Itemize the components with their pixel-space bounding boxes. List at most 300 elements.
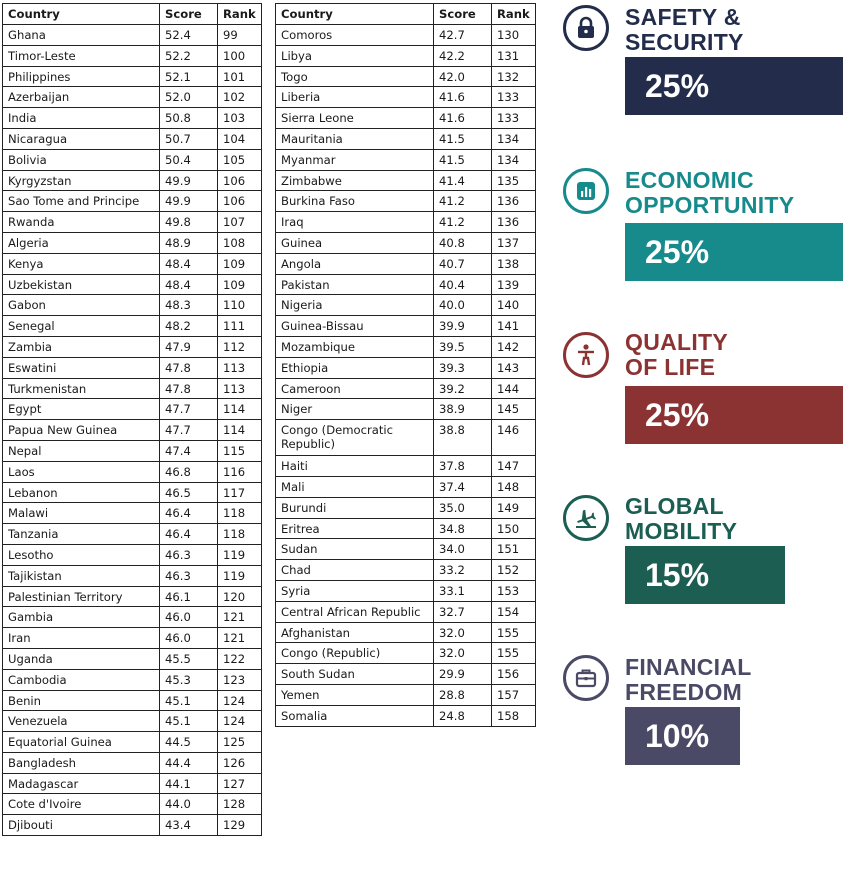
table-row — [276, 684, 536, 705]
score-cell: 50.7 — [160, 128, 218, 149]
table-row — [3, 565, 262, 586]
rank-cell: 136 — [492, 191, 536, 212]
table-row — [276, 497, 536, 518]
rank-cell: 154 — [492, 601, 536, 622]
table-row — [3, 66, 262, 87]
country-cell: Haiti — [276, 456, 434, 477]
table-row — [3, 295, 262, 316]
score-cell: 33.1 — [434, 580, 492, 601]
score-cell: 45.1 — [160, 711, 218, 732]
country-cell: Eswatini — [3, 357, 160, 378]
score-cell: 33.2 — [434, 560, 492, 581]
score-cell: 48.4 — [160, 274, 218, 295]
table-row — [3, 170, 262, 191]
score-cell: 42.7 — [434, 25, 492, 46]
table-row — [3, 752, 262, 773]
table-row — [276, 664, 536, 685]
country-cell: Venezuela — [3, 711, 160, 732]
rank-cell: 146 — [492, 420, 536, 456]
country-cell: Lebanon — [3, 482, 160, 503]
score-cell: 47.7 — [160, 399, 218, 420]
table-row — [3, 440, 262, 461]
rank-cell: 114 — [218, 420, 262, 441]
table-row — [276, 253, 536, 274]
rank-cell: 147 — [492, 456, 536, 477]
rank-cell: 105 — [218, 149, 262, 170]
rank-cell: 145 — [492, 399, 536, 420]
rank-cell: 152 — [492, 560, 536, 581]
rank-cell: 156 — [492, 664, 536, 685]
country-cell: Tajikistan — [3, 565, 160, 586]
rank-cell: 125 — [218, 732, 262, 753]
table-row — [3, 544, 262, 565]
country-cell: Mozambique — [276, 336, 434, 357]
table-row — [276, 476, 536, 497]
score-cell: 41.2 — [434, 212, 492, 233]
country-cell: Rwanda — [3, 212, 160, 233]
rank-cell: 107 — [218, 212, 262, 233]
score-cell: 49.8 — [160, 212, 218, 233]
table-row — [276, 212, 536, 233]
score-cell: 50.8 — [160, 108, 218, 129]
table-row — [276, 66, 536, 87]
table-row — [3, 607, 262, 628]
country-cell: Guinea — [276, 232, 434, 253]
country-cell: Kyrgyzstan — [3, 170, 160, 191]
table-row — [276, 191, 536, 212]
table-row — [276, 232, 536, 253]
rank-cell: 132 — [492, 66, 536, 87]
score-cell: 46.0 — [160, 607, 218, 628]
table-row — [3, 87, 262, 108]
rank-cell: 99 — [218, 25, 262, 46]
rank-cell: 133 — [492, 108, 536, 129]
table-row — [3, 648, 262, 669]
country-cell: Cote d'Ivoire — [3, 794, 160, 815]
country-cell: Congo (Republic) — [276, 643, 434, 664]
country-cell: Somalia — [276, 705, 434, 726]
table-row — [3, 503, 262, 524]
rank-cell: 121 — [218, 628, 262, 649]
country-cell: Nigeria — [276, 295, 434, 316]
ranking-table-left — [2, 3, 262, 836]
table-row — [276, 108, 536, 129]
rank-cell: 130 — [492, 25, 536, 46]
rank-cell: 137 — [492, 232, 536, 253]
rank-cell: 109 — [218, 274, 262, 295]
rank-cell: 138 — [492, 253, 536, 274]
score-cell: 47.8 — [160, 378, 218, 399]
country-cell: Burundi — [276, 497, 434, 518]
ranking-table-right — [275, 3, 536, 727]
country-cell: Turkmenistan — [3, 378, 160, 399]
rank-cell: 102 — [218, 87, 262, 108]
country-cell: Djibouti — [3, 815, 160, 836]
rank-cell: 117 — [218, 482, 262, 503]
country-cell: Angola — [276, 253, 434, 274]
score-cell: 39.2 — [434, 378, 492, 399]
weight-bar: 15% — [625, 546, 785, 604]
rank-cell: 151 — [492, 539, 536, 560]
country-cell: Congo (Democratic Republic) — [276, 420, 434, 456]
table-row — [276, 295, 536, 316]
country-cell: Yemen — [276, 684, 434, 705]
score-cell: 32.0 — [434, 622, 492, 643]
country-cell: Pakistan — [276, 274, 434, 295]
weight-bar: 25% — [625, 386, 843, 444]
score-cell: 39.9 — [434, 316, 492, 337]
rank-cell: 142 — [492, 336, 536, 357]
score-cell: 47.9 — [160, 336, 218, 357]
table-row — [3, 586, 262, 607]
score-cell: 32.0 — [434, 643, 492, 664]
rank-cell: 134 — [492, 149, 536, 170]
rank-cell: 110 — [218, 295, 262, 316]
country-cell: Senegal — [3, 316, 160, 337]
table-header-row — [3, 4, 262, 25]
score-cell: 28.8 — [434, 684, 492, 705]
country-header: Country — [276, 4, 434, 25]
score-cell: 34.0 — [434, 539, 492, 560]
rank-cell: 149 — [492, 497, 536, 518]
rank-cell: 141 — [492, 316, 536, 337]
category-title: FINANCIAL FREEDOM — [625, 654, 752, 705]
country-cell: Ethiopia — [276, 357, 434, 378]
country-cell: Nicaragua — [3, 128, 160, 149]
rank-cell: 124 — [218, 690, 262, 711]
rank-cell: 101 — [218, 66, 262, 87]
table-row — [3, 149, 262, 170]
rank-cell: 150 — [492, 518, 536, 539]
country-cell: Tanzania — [3, 524, 160, 545]
score-cell: 46.3 — [160, 565, 218, 586]
rank-cell: 122 — [218, 648, 262, 669]
country-cell: Palestinian Territory — [3, 586, 160, 607]
table-row — [3, 232, 262, 253]
weight-bar: 25% — [625, 57, 843, 115]
score-cell: 39.3 — [434, 357, 492, 378]
table-row — [276, 539, 536, 560]
score-cell: 47.7 — [160, 420, 218, 441]
score-cell: 46.4 — [160, 524, 218, 545]
rank-cell: 143 — [492, 357, 536, 378]
table-row — [3, 732, 262, 753]
score-cell: 40.7 — [434, 253, 492, 274]
table-row — [3, 482, 262, 503]
score-cell: 38.8 — [434, 420, 492, 456]
table-row — [276, 25, 536, 46]
table-row — [276, 560, 536, 581]
score-cell: 49.9 — [160, 191, 218, 212]
country-cell: Libya — [276, 45, 434, 66]
rank-cell: 119 — [218, 544, 262, 565]
weight-bar: 10% — [625, 707, 740, 765]
table-row — [3, 128, 262, 149]
score-cell: 35.0 — [434, 497, 492, 518]
country-cell: Central African Republic — [276, 601, 434, 622]
country-cell: Benin — [3, 690, 160, 711]
score-cell: 49.9 — [160, 170, 218, 191]
table-row — [276, 357, 536, 378]
score-cell: 47.4 — [160, 440, 218, 461]
score-cell: 52.4 — [160, 25, 218, 46]
rank-cell: 109 — [218, 253, 262, 274]
country-cell: Lesotho — [3, 544, 160, 565]
table-row — [3, 690, 262, 711]
country-cell: Syria — [276, 580, 434, 601]
score-cell: 37.4 — [434, 476, 492, 497]
bar-chart-icon — [563, 168, 609, 214]
score-cell: 48.4 — [160, 253, 218, 274]
country-cell: South Sudan — [276, 664, 434, 685]
rank-cell: 158 — [492, 705, 536, 726]
score-cell: 39.5 — [434, 336, 492, 357]
category-title: QUALITY OF LIFE — [625, 329, 729, 380]
country-cell: Mauritania — [276, 128, 434, 149]
table-row — [3, 108, 262, 129]
table-row — [3, 669, 262, 690]
score-cell: 44.5 — [160, 732, 218, 753]
lock-icon — [563, 5, 609, 51]
rank-cell: 128 — [218, 794, 262, 815]
rank-cell: 127 — [218, 773, 262, 794]
score-cell: 41.2 — [434, 191, 492, 212]
country-cell: Papua New Guinea — [3, 420, 160, 441]
score-cell: 41.5 — [434, 149, 492, 170]
rank-cell: 119 — [218, 565, 262, 586]
country-cell: Madagascar — [3, 773, 160, 794]
country-cell: Bangladesh — [3, 752, 160, 773]
rank-cell: 155 — [492, 643, 536, 664]
rank-cell: 118 — [218, 524, 262, 545]
score-cell: 40.4 — [434, 274, 492, 295]
score-cell: 46.3 — [160, 544, 218, 565]
category-title: GLOBAL MOBILITY — [625, 493, 738, 544]
table-row — [276, 336, 536, 357]
rank-cell: 106 — [218, 170, 262, 191]
country-cell: Zimbabwe — [276, 170, 434, 191]
rank-cell: 131 — [492, 45, 536, 66]
rank-cell: 148 — [492, 476, 536, 497]
rank-cell: 126 — [218, 752, 262, 773]
country-cell: Kenya — [3, 253, 160, 274]
category-title: SAFETY & SECURITY — [625, 4, 744, 55]
country-cell: Burkina Faso — [276, 191, 434, 212]
score-cell: 50.4 — [160, 149, 218, 170]
score-cell: 46.0 — [160, 628, 218, 649]
table-row — [3, 25, 262, 46]
table-row — [3, 378, 262, 399]
score-cell: 43.4 — [160, 815, 218, 836]
table-row — [276, 128, 536, 149]
rank-cell: 153 — [492, 580, 536, 601]
country-cell: Myanmar — [276, 149, 434, 170]
country-cell: Iran — [3, 628, 160, 649]
table-row — [3, 45, 262, 66]
table-row — [276, 622, 536, 643]
country-cell: Azerbaijan — [3, 87, 160, 108]
country-cell: Chad — [276, 560, 434, 581]
score-cell: 44.0 — [160, 794, 218, 815]
country-cell: Uzbekistan — [3, 274, 160, 295]
table-row — [3, 253, 262, 274]
table-row — [3, 815, 262, 836]
country-cell: Togo — [276, 66, 434, 87]
rank-cell: 100 — [218, 45, 262, 66]
score-cell: 44.4 — [160, 752, 218, 773]
score-cell: 42.0 — [434, 66, 492, 87]
rank-cell: 111 — [218, 316, 262, 337]
table-row — [3, 357, 262, 378]
rank-cell: 124 — [218, 711, 262, 732]
country-cell: Gambia — [3, 607, 160, 628]
score-cell: 52.2 — [160, 45, 218, 66]
rank-cell: 155 — [492, 622, 536, 643]
country-cell: Bolivia — [3, 149, 160, 170]
country-cell: Guinea-Bissau — [276, 316, 434, 337]
category-title: ECONOMIC OPPORTUNITY — [625, 167, 795, 218]
country-cell: Ghana — [3, 25, 160, 46]
rank-cell: 106 — [218, 191, 262, 212]
table-row — [276, 580, 536, 601]
plane-icon — [563, 495, 609, 541]
score-cell: 34.8 — [434, 518, 492, 539]
score-cell: 41.5 — [434, 128, 492, 149]
table-row — [276, 170, 536, 191]
score-cell: 52.0 — [160, 87, 218, 108]
briefcase-icon — [563, 655, 609, 701]
rank-cell: 114 — [218, 399, 262, 420]
score-cell: 29.9 — [434, 664, 492, 685]
table-row — [3, 773, 262, 794]
country-cell: Mali — [276, 476, 434, 497]
score-cell: 41.4 — [434, 170, 492, 191]
rank-cell: 113 — [218, 357, 262, 378]
score-cell: 41.6 — [434, 108, 492, 129]
country-cell: Equatorial Guinea — [3, 732, 160, 753]
rank-header: Rank — [492, 4, 536, 25]
country-cell: Iraq — [276, 212, 434, 233]
table-row — [3, 212, 262, 233]
score-cell: 38.9 — [434, 399, 492, 420]
rank-cell: 120 — [218, 586, 262, 607]
country-cell: Liberia — [276, 87, 434, 108]
country-cell: Eritrea — [276, 518, 434, 539]
score-cell: 52.1 — [160, 66, 218, 87]
rank-cell: 108 — [218, 232, 262, 253]
country-cell: Egypt — [3, 399, 160, 420]
table-row — [3, 399, 262, 420]
country-cell: Niger — [276, 399, 434, 420]
rank-cell: 118 — [218, 503, 262, 524]
country-cell: Zambia — [3, 336, 160, 357]
country-cell: Cameroon — [276, 378, 434, 399]
country-cell: Laos — [3, 461, 160, 482]
table-row — [3, 191, 262, 212]
score-cell: 47.8 — [160, 357, 218, 378]
rank-cell: 103 — [218, 108, 262, 129]
score-cell: 46.1 — [160, 586, 218, 607]
rank-cell: 134 — [492, 128, 536, 149]
score-cell: 32.7 — [434, 601, 492, 622]
score-cell: 44.1 — [160, 773, 218, 794]
rank-cell: 135 — [492, 170, 536, 191]
table-row — [276, 518, 536, 539]
rank-cell: 136 — [492, 212, 536, 233]
score-header: Score — [160, 4, 218, 25]
country-cell: Sudan — [276, 539, 434, 560]
table-row — [276, 705, 536, 726]
table-row — [3, 628, 262, 649]
score-cell: 24.8 — [434, 705, 492, 726]
table-row — [276, 420, 536, 456]
table-row — [3, 711, 262, 732]
rank-cell: 129 — [218, 815, 262, 836]
country-cell: Nepal — [3, 440, 160, 461]
rank-cell: 113 — [218, 378, 262, 399]
country-cell: Uganda — [3, 648, 160, 669]
rank-cell: 116 — [218, 461, 262, 482]
rank-cell: 104 — [218, 128, 262, 149]
rank-cell: 112 — [218, 336, 262, 357]
country-cell: India — [3, 108, 160, 129]
score-cell: 48.2 — [160, 316, 218, 337]
rank-cell: 133 — [492, 87, 536, 108]
country-cell: Cambodia — [3, 669, 160, 690]
score-cell: 45.3 — [160, 669, 218, 690]
table-row — [276, 274, 536, 295]
table-row — [276, 399, 536, 420]
country-cell: Timor-Leste — [3, 45, 160, 66]
table-row — [276, 378, 536, 399]
country-cell: Afghanistan — [276, 622, 434, 643]
rank-cell: 121 — [218, 607, 262, 628]
rank-cell: 157 — [492, 684, 536, 705]
table-row — [3, 461, 262, 482]
country-cell: Comoros — [276, 25, 434, 46]
score-cell: 46.8 — [160, 461, 218, 482]
table-row — [276, 149, 536, 170]
person-icon — [563, 332, 609, 378]
score-header: Score — [434, 4, 492, 25]
rank-cell: 123 — [218, 669, 262, 690]
table-row — [276, 87, 536, 108]
table-row — [276, 643, 536, 664]
score-cell: 46.5 — [160, 482, 218, 503]
country-cell: Gabon — [3, 295, 160, 316]
rank-cell: 144 — [492, 378, 536, 399]
rank-cell: 139 — [492, 274, 536, 295]
table-header-row — [276, 4, 536, 25]
table-row — [3, 274, 262, 295]
rank-cell: 140 — [492, 295, 536, 316]
country-header: Country — [3, 4, 160, 25]
table-row — [3, 524, 262, 545]
score-cell: 40.8 — [434, 232, 492, 253]
table-row — [3, 336, 262, 357]
table-row — [276, 456, 536, 477]
weight-bar: 25% — [625, 223, 843, 281]
table-row — [276, 45, 536, 66]
score-cell: 41.6 — [434, 87, 492, 108]
score-cell: 46.4 — [160, 503, 218, 524]
table-row — [3, 794, 262, 815]
score-cell: 48.9 — [160, 232, 218, 253]
country-cell: Sierra Leone — [276, 108, 434, 129]
score-cell: 45.1 — [160, 690, 218, 711]
score-cell: 45.5 — [160, 648, 218, 669]
score-cell: 40.0 — [434, 295, 492, 316]
